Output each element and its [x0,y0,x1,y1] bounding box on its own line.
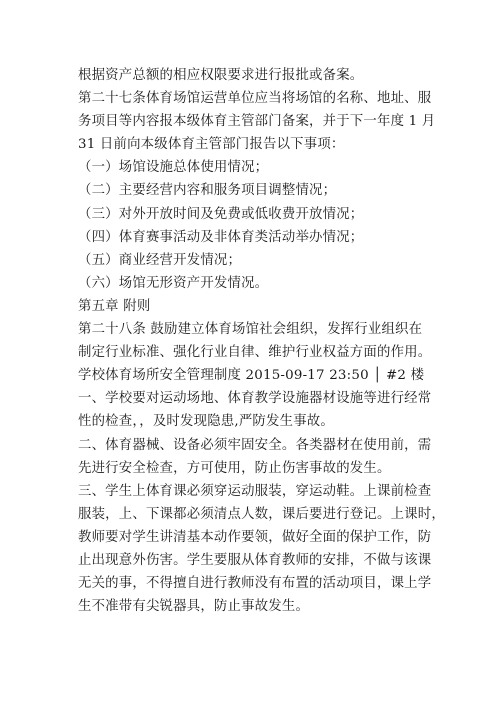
text-line: 三、学生上体育课必须穿运动服装，穿运动鞋。上课前检查 [78,483,432,499]
list-item: （四）体育赛事活动及非体育类活动举办情况； [78,229,364,245]
text-line: 根据资产总额的相应权限要求进行报批或备案。 [78,68,364,83]
text-line: 二、体育器械、设备必须牢固安全。各类器材在使用前，需 [78,437,432,453]
text-line: 止出现意外伤害。学生要服从体育教师的安排，不做与该课 [78,552,432,568]
list-item: （二）主要经营内容和服务项目调整情况； [78,183,337,199]
post-header-line: 学校体育场所安全管理制度 2015-09-17 23:50 │ #2 楼 [78,368,425,384]
text-line: 31 日前向本级体育主管部门报告以下事项： [78,137,345,153]
list-item: （五）商业经营开发情况； [78,252,242,268]
text-line: 制定行业标准、强化行业自律、维护行业权益方面的作用。 [78,345,432,361]
text-line: 务项目等内容报本级体育主管部门备案，并于下一年度 1 月 [78,114,436,130]
chapter-heading: 第五章 附则 [78,298,151,314]
list-item: （三）对外开放时间及免费或低收费开放情况； [78,206,364,222]
article-27-heading-line: 第二十七条体育场馆运营单位应当将场馆的名称、地址、服 [78,91,432,107]
document-body [78,64,445,618]
text-line: 性的检查，，及时发现隐患,严防发生事故。 [78,414,334,430]
list-item: （六）场馆无形资产开发情况。 [78,275,269,291]
list-item: （一）场馆设施总体使用情况； [78,160,269,176]
text-line: 先进行安全检查，方可使用，防止伤害事故的发生。 [78,460,391,476]
text-line: 生不准带有尖锐器具，防止事故发生。 [78,599,310,615]
text-line: 无关的事，不得擅自进行教师没有布置的活动项目，课上学 [78,576,432,592]
text-line: 服装，上、下课都必须清点人数，课后要进行登记。上课时， [78,506,445,522]
article-28-heading-line: 第二十八条 鼓励建立体育场馆社会组织，发挥行业组织在 [78,322,423,338]
text-line: 教师要对学生讲清基本动作要领，做好全面的保护工作，防 [78,529,432,545]
text-line: 一、学校要对运动场地、体育教学设施器材设施等进行经常 [78,391,432,407]
